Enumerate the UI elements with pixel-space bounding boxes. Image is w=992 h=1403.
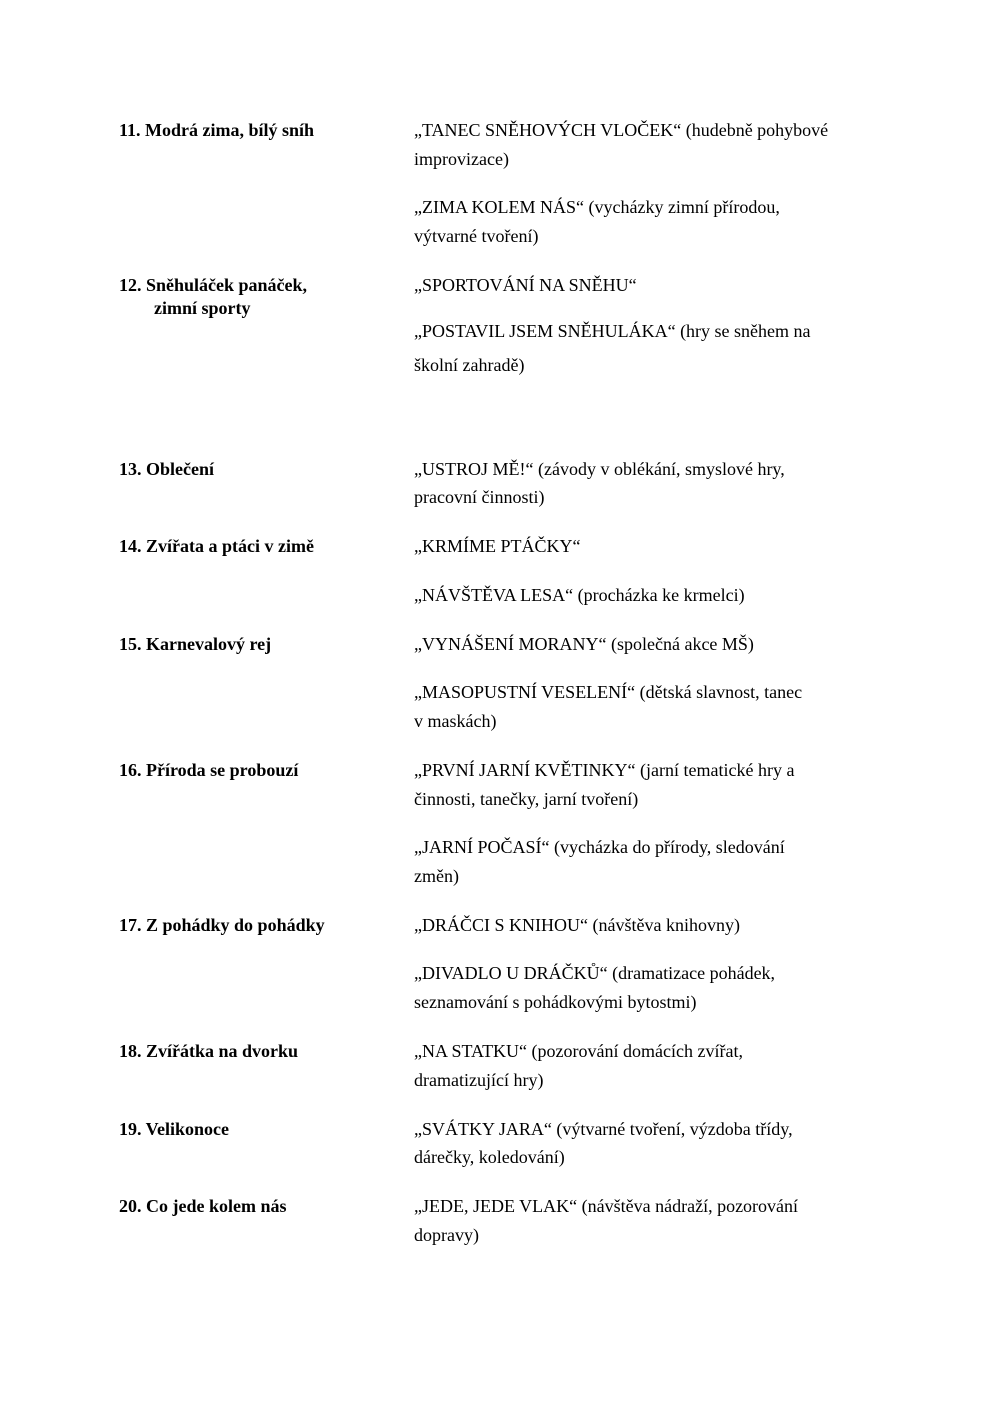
activity-line: „POSTAVIL JSEM SNĚHULÁKA“ (hry se sněhem na <box>414 321 811 341</box>
activity-line: „JEDE, JEDE VLAK“ (návštěva nádraží, pozorování <box>414 1196 799 1216</box>
topic-heading: 15. Karnevalový rej <box>119 634 272 654</box>
topic-heading: 13. Oblečení <box>119 459 214 479</box>
activity-line: „DIVADLO U DRÁČKŮ“ (dramatizace pohádek, <box>414 963 776 983</box>
activity-line: „DRÁČCI S KNIHOU“ (návštěva knihovny) <box>414 915 740 935</box>
activity-line: seznamování s pohádkovými bytostmi) <box>414 992 697 1012</box>
activity-line: „TANEC SNĚHOVÝCH VLOČEK“ (hudebně pohybové <box>414 120 829 140</box>
topic-heading: 19. Velikonoce <box>119 1119 230 1139</box>
activity-line: dárečky, koledování) <box>414 1147 565 1167</box>
activity-line: školní zahradě) <box>414 355 525 375</box>
activity-line: „PRVNÍ JARNÍ KVĚTINKY“ (jarní tematické hry a <box>414 760 795 780</box>
activity-line: „SVÁTKY JARA“ (výtvarné tvoření, výzdoba třídy, <box>414 1119 793 1139</box>
activity-line: „JARNÍ POČASÍ“ (vycházka do přírody, sledování <box>414 837 785 857</box>
activity-line: „ZIMA KOLEM NÁS“ (vycházky zimní přírodou, <box>414 197 780 217</box>
topic-heading: 17. Z pohádky do pohádky <box>119 915 325 935</box>
topic-heading: 18. Zvířátka na dvorku <box>119 1041 299 1061</box>
topic-heading-line1: 12. Sněhuláček panáček, <box>119 275 308 295</box>
activity-line: „NA STATKU“ (pozorování domácích zvířat, <box>414 1041 743 1061</box>
activity-line: změn) <box>414 866 459 886</box>
activity-line: výtvarné tvoření) <box>414 226 539 246</box>
activity-line: „SPORTOVÁNÍ NA SNĚHU“ <box>414 275 637 295</box>
activity-line: „NÁVŠTĚVA LESA“ (procházka ke krmelci) <box>414 585 745 605</box>
activity-line: pracovní činnosti) <box>414 487 545 507</box>
activity-line: v maskách) <box>414 711 497 731</box>
activity-line: „VYNÁŠENÍ MORANY“ (společná akce MŠ) <box>414 634 754 654</box>
activity-line: improvizace) <box>414 149 509 169</box>
topic-heading <box>119 274 379 320</box>
topic-heading: 14. Zvířata a ptáci v zimě <box>119 536 314 556</box>
activity-line: činnosti, tanečky, jarní tvoření) <box>414 789 639 809</box>
activity-line: „USTROJ MĚ!“ (závody v oblékání, smyslové hry, <box>414 459 785 479</box>
activity-line: „MASOPUSTNÍ VESELENÍ“ (dětská slavnost, tanec <box>414 682 803 702</box>
activity-line: „KRMÍME PTÁČKY“ <box>414 536 581 556</box>
activity-line: dopravy) <box>414 1225 479 1245</box>
topic-heading: 20. Co jede kolem nás <box>119 1196 287 1216</box>
topic-heading: 11. Modrá zima, bílý sníh <box>119 120 315 140</box>
topic-heading-line2: zimní sporty <box>154 298 251 318</box>
topic-heading: 16. Příroda se probouzí <box>119 760 299 780</box>
activity-line: dramatizující hry) <box>414 1070 544 1090</box>
